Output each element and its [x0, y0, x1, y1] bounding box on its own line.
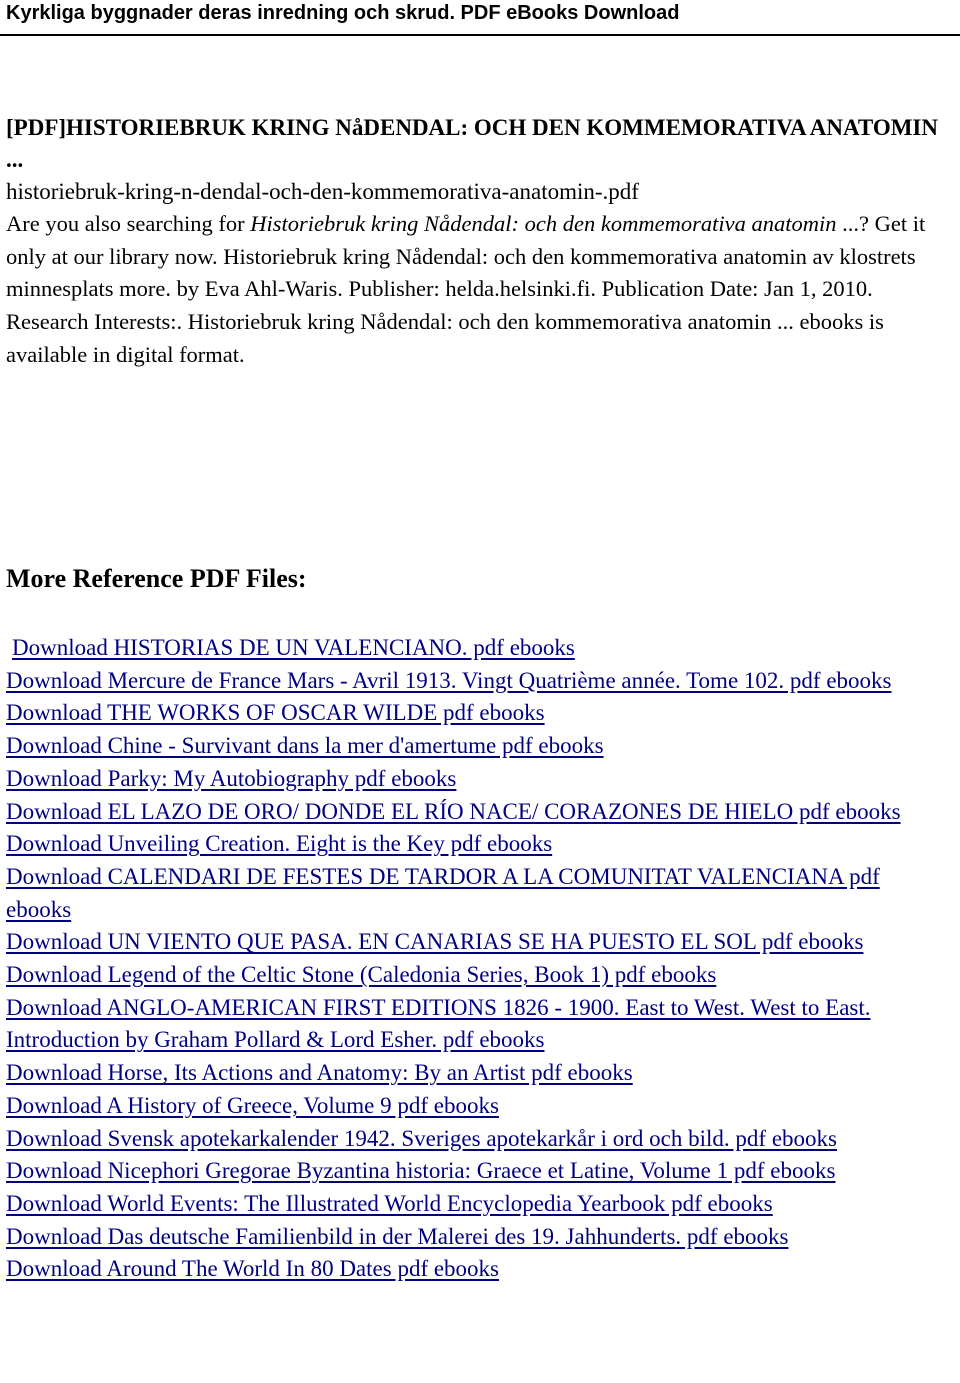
- entry-title: [PDF]HISTORIEBRUK KRING NåDENDAL: OCH DEN KOMMEMORATIVA ANATOMIN ...: [6, 115, 938, 172]
- list-item: [6, 1155, 950, 1188]
- list-item: [6, 632, 950, 665]
- download-link[interactable]: Download Horse, Its Actions and Anatomy: By an Artist pdf ebooks: [6, 1060, 633, 1086]
- entry-text-italic: Historiebruk kring Nådendal: och den kommemorativa anatomin: [250, 211, 837, 236]
- list-item: [6, 1221, 950, 1254]
- download-link[interactable]: Download Das deutsche Familienbild in der Malerei des 19. Jahhunderts. pdf ebooks: [6, 1223, 789, 1249]
- download-link[interactable]: Download ANGLO-AMERICAN FIRST EDITIONS 1826 - 1900. East to West. West to East. Introduction by Graham Pollard & Lord Esher. pdf ebooks: [6, 994, 871, 1053]
- entry-description: [6, 208, 954, 372]
- download-link[interactable]: Download A History of Greece, Volume 9 pdf ebooks: [6, 1092, 499, 1118]
- download-link[interactable]: Download THE WORKS OF OSCAR WILDE pdf ebooks: [6, 700, 545, 726]
- download-link[interactable]: Download Around The World In 80 Dates pdf ebooks: [6, 1256, 500, 1282]
- ebook-entry: [6, 112, 954, 372]
- download-link[interactable]: Download UN VIENTO QUE PASA. EN CANARIAS SE HA PUESTO EL SOL pdf ebooks: [6, 929, 864, 955]
- download-link[interactable]: Download Svensk apotekarkalender 1942. Sveriges apotekarkår i ord och bild. pdf ebooks: [6, 1125, 837, 1151]
- list-item: [6, 1253, 950, 1286]
- download-link[interactable]: Download EL LAZO DE ORO/ DONDE EL RÍO NACE/ CORAZONES DE HIELO pdf ebooks: [6, 798, 901, 824]
- header-divider: [0, 34, 960, 36]
- entry-text-before: Are you also searching for: [6, 211, 251, 236]
- list-item: [6, 926, 950, 959]
- list-item: [6, 861, 950, 926]
- list-item: [6, 1090, 950, 1123]
- header-title: Kyrkliga byggnader deras inredning och skrud. PDF eBooks Download: [6, 2, 680, 24]
- download-link[interactable]: Download Nicephori Gregorae Byzantina historia: Graece et Latine, Volume 1 pdf ebooks: [6, 1158, 836, 1184]
- list-item: [6, 796, 950, 829]
- download-link[interactable]: Download Unveiling Creation. Eight is the Key pdf ebooks: [6, 831, 553, 857]
- reference-link-list: [6, 632, 950, 1286]
- list-item: [6, 1188, 950, 1221]
- list-item: [6, 763, 950, 796]
- list-item: [6, 992, 950, 1057]
- list-item: [6, 1123, 950, 1156]
- download-link[interactable]: Download Parky: My Autobiography pdf ebooks: [6, 765, 457, 791]
- list-item: [6, 665, 950, 698]
- download-link[interactable]: Download HISTORIAS DE UN VALENCIANO. pdf ebooks: [12, 635, 575, 660]
- download-link[interactable]: Download Legend of the Celtic Stone (Caledonia Series, Book 1) pdf ebooks: [6, 962, 717, 988]
- list-item: [6, 1057, 950, 1090]
- entry-filename: historiebruk-kring-n-dendal-och-den-kommemorativa-anatomin-.pdf: [6, 179, 639, 204]
- download-link[interactable]: Download Mercure de France Mars - Avril 1913. Vingt Quatrième année. Tome 102. pdf ebooks: [6, 667, 892, 693]
- list-item: [6, 959, 950, 992]
- download-link[interactable]: Download World Events: The Illustrated World Encyclopedia Yearbook pdf ebooks: [6, 1190, 773, 1216]
- more-reference-heading: More Reference PDF Files:: [6, 564, 307, 593]
- page-header: [0, 0, 960, 40]
- download-link[interactable]: Download Chine - Survivant dans la mer d'amertume pdf ebooks: [6, 733, 604, 759]
- list-item: [6, 697, 950, 730]
- list-item: [6, 828, 950, 861]
- list-item: [6, 730, 950, 763]
- entry-text-after: ...? Get it only at our library now. Historiebruk kring Nådendal: och den kommemorativa anatomin av klostrets minnesplats more. by Eva Ahl-Waris. Publisher: helda.helsinki.fi. Publication Date: Jan 1, 2010. Research Interests:. Historiebruk kring Nådendal: och den kommemorativa anatomin ... ebooks is available in digital format.: [6, 211, 926, 367]
- download-link[interactable]: Download CALENDARI DE FESTES DE TARDOR A LA COMUNITAT VALENCIANA pdf ebooks: [6, 863, 880, 922]
